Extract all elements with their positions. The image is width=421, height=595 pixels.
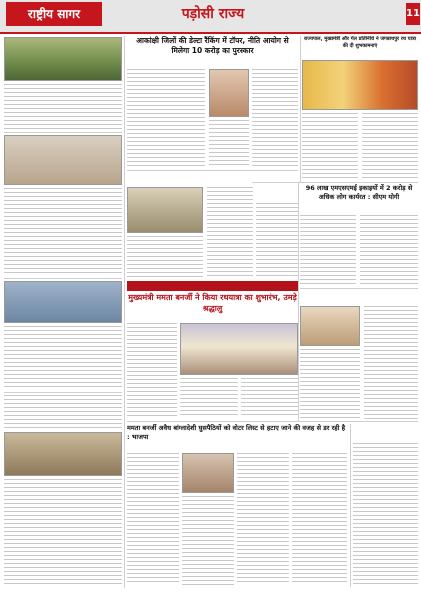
mamata-bjp-text-b — [182, 496, 234, 585]
mamata-bjp-headline-block — [127, 424, 347, 450]
mamata-bjp-photo — [182, 453, 234, 493]
mamata-yatra-photo — [180, 323, 298, 375]
mamata-bjp-text-c — [237, 453, 289, 585]
mamata-yatra-text-a — [127, 323, 177, 418]
left-story-4-text — [4, 395, 122, 429]
mamata-bjp-text-a — [127, 453, 179, 585]
right-bottom-headline-block — [353, 424, 418, 440]
yogi-text-b — [360, 215, 418, 285]
right-sub-text-b — [364, 306, 418, 419]
divider — [4, 392, 122, 393]
main-top-headline: आकांक्षी जिलों की डेल्टा रैंकिंग में टॉपर, नीति आयोग से मिलेगा 10 करोड़ का पुरस्कार — [136, 36, 289, 55]
main-top-headline-block — [127, 36, 298, 66]
right-sub-headline-block — [300, 290, 418, 304]
yogi-headline: 96 लाख एमएसएमई इकाइयों में 2 करोड़ से अधिक लोग कार्यरत : सीएम योगी — [305, 184, 413, 201]
divider — [300, 288, 418, 289]
left-story-5-text — [4, 479, 122, 586]
right-sub-headline — [300, 290, 418, 304]
mamata-yatra-headline: मुख्यमंत्री ममता बनर्जी ने किया रथयात्रा का शुभारंभ, उमड़े श्रद्धालु — [128, 293, 297, 313]
right-top-photo — [302, 60, 418, 110]
main-top-text-col-3 — [252, 69, 298, 167]
mamata-bjp-text-d — [292, 453, 347, 585]
column-rule — [350, 424, 351, 587]
sub-story-1-photo — [127, 187, 203, 233]
left-story-2 — [4, 135, 122, 275]
mamata-yatra-lead-strip — [127, 281, 298, 291]
sub-headline-1 — [127, 173, 298, 185]
column-rule — [300, 36, 301, 182]
right-top-headline-block — [302, 36, 418, 58]
main-top-text-col-1 — [127, 69, 205, 167]
sub-story-2 — [256, 187, 298, 278]
left-story-1 — [4, 37, 122, 129]
divider — [127, 421, 418, 422]
left-story-5 — [4, 432, 122, 586]
left-story-4 — [4, 395, 122, 429]
mamata-yatra-headline-block — [127, 292, 298, 320]
right-top-text-b — [362, 113, 418, 180]
divider — [4, 278, 122, 279]
masthead-rule — [0, 32, 421, 34]
main-top-portrait-photo — [209, 69, 249, 117]
mamata-bjp-headline: ममता बनर्जी अवैध बांग्लादेशी घुसपैठियों को वोटर लिस्ट से हटाए जाने की वजह से डर रही है : भाजपा — [127, 424, 346, 441]
left-story-3 — [4, 281, 122, 389]
right-bottom-text — [353, 443, 418, 585]
newspaper-name: राष्ट्रीय सागर — [6, 2, 102, 26]
column-rule — [124, 36, 125, 588]
section-title: पड़ोसी राज्य — [181, 6, 245, 22]
left-story-3-text — [4, 326, 122, 389]
sub-story-1-text-a — [127, 236, 203, 278]
divider — [127, 170, 298, 171]
divider — [4, 132, 122, 133]
sub-story-2-text — [256, 203, 298, 278]
sub-headline-1-block — [127, 173, 298, 185]
column-rule — [298, 182, 299, 422]
left-story-1-text — [4, 84, 122, 129]
left-story-3-photo — [4, 281, 122, 323]
masthead — [0, 0, 421, 32]
right-sub-text-a — [300, 349, 360, 419]
right-sub-photo — [300, 306, 360, 346]
left-story-5-photo — [4, 432, 122, 476]
main-top-text-col-2 — [209, 120, 249, 167]
mamata-yatra-text-c — [241, 378, 298, 418]
yogi-text-a — [300, 215, 356, 285]
mamata-yatra-text-b — [180, 378, 238, 418]
right-top-text-a — [302, 113, 358, 180]
yogi-headline-block — [300, 184, 418, 212]
left-story-2-text — [4, 188, 122, 275]
divider — [252, 182, 418, 183]
sub-headline-2 — [256, 187, 298, 201]
sub-story-1-text-b — [207, 187, 253, 278]
right-top-headline: राज्यपाल, मुख्यमंत्री और गेल प्रतिनिधि ने जगन्नाथपुर रथ यात्रा की दी शुभकामनाएं — [303, 36, 417, 49]
right-bottom-headline — [353, 424, 418, 440]
left-story-2-photo — [4, 135, 122, 185]
page-number: 11 — [406, 3, 420, 25]
left-story-1-photo — [4, 37, 122, 81]
